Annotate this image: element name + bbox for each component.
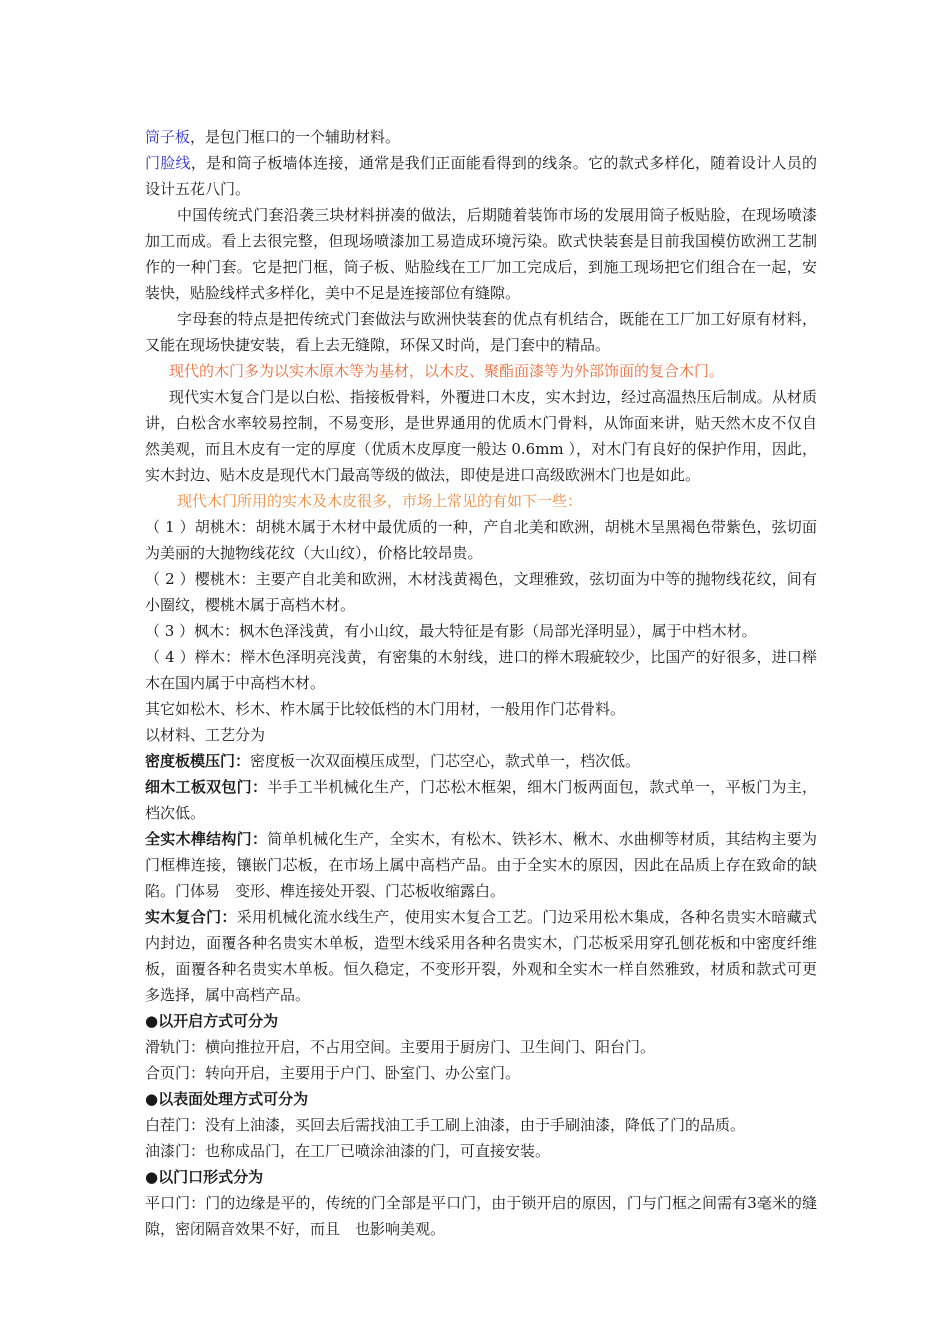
heading-by-door-edge: ●以门口形式分为 <box>145 1168 264 1186</box>
door-type-desc: 简单机械化生产，全实木，有松木、铁衫木、楸木、水曲柳等材质，其结构主要为门框榫连接，镶嵌门芯板，在市场上属中高档产品。由于全实木的原因，因此在品质上存在致命的缺陷。门体易 变形、榫连接处开裂、门芯板收缩露白。 <box>145 830 817 900</box>
paragraph-letter-cover: 字母套的特点是把传统式门套做法与欧洲快装套的优点有机结合，既能在工厂加工好原有材料，又能在现场快捷安装，看上去无缝隙，环保又时尚，是门套中的精品。 <box>145 310 817 354</box>
paragraph-flat-edge-door: 平口门：门的边缘是平的，传统的门全部是平口门，由于锁开启的原因，门与门框之间需有3毫米的缝隙，密闭隔音效果不好，而且 也影响美观。 <box>145 1194 817 1238</box>
door-type-term: 密度板模压门： <box>145 752 251 770</box>
door-type-term: 实木复合门： <box>145 908 237 926</box>
heading-by-surface: ●以表面处理方式可分为 <box>145 1090 309 1108</box>
paragraph-traditional-door-cover: 中国传统式门套沿袭三块材料拼凑的做法，后期随着装饰市场的发展用筒子板贴脸，在现场喷漆加工而成。看上去很完整，但现场喷漆加工易造成环境污染。欧式快装套是目前我国模仿欧洲工艺制作的一种门套。它是把门框，筒子板、贴脸线在工厂加工完成后，到施工现场把它们组合在一起，安装快，贴脸线样式多样化，美中不足是连接部位有缝隙。 <box>145 206 817 302</box>
door-type-solid-tenon <box>145 826 817 904</box>
paragraph-other-woods: 其它如松木、杉木、柞木属于比较低档的木门用材，一般用作门芯骨料。 <box>145 700 626 718</box>
door-type-blockboard <box>145 774 817 826</box>
list-item-walnut: （ 1 ）胡桃木：胡桃木属于木材中最优质的一种，产自北美和欧洲，胡桃木呈黑褐色带紫色，弦切面为美丽的大抛物线花纹（大山纹），价格比较昂贵。 <box>145 518 817 562</box>
paragraph-hinged-door: 合页门：转向开启，主要用于户门、卧室门、办公室门。 <box>145 1064 521 1082</box>
highlight-wood-types-intro: 现代木门所用的实木及木皮很多，市场上常见的有如下一些： <box>177 492 583 510</box>
list-item-maple: （ 3 ）枫木：枫木色泽浅黄，有小山纹，最大特征是有影（局部光泽明显），属于中档木材。 <box>145 622 757 640</box>
door-type-desc: 密度板一次双面模压成型，门芯空心，款式单一，档次低。 <box>250 752 641 770</box>
heading-by-opening: ●以开启方式可分为 <box>145 1012 279 1030</box>
door-type-term: 全实木榫结构门： <box>145 830 268 848</box>
paragraph-solid-wood-composite: 现代实木复合门是以白松、指接板骨料，外覆进口木皮，实木封边，经过高温热压后制成。从材质讲，白松含水率较易控制，不易变形，是世界通用的优质木门骨料，从饰面来讲，贴天然木皮不仅自然美观，而且木皮有一定的厚度（优质木皮厚度一般达 0.6mm ），对木门有良好的保护作用，因此，实木封边、贴木皮是现代木门最高等级的做法，即使是进口高级欧洲木门也是如此。 <box>145 388 817 484</box>
term-tongziban: 筒子板 <box>145 128 191 146</box>
paragraph-painted-door: 油漆门：也称成品门，在工厂已喷涂油漆的门，可直接安装。 <box>145 1142 551 1160</box>
paragraph-sliding-door: 滑轨门：横向推拉开启，不占用空间。主要用于厨房门、卫生间门、阳台门。 <box>145 1038 656 1056</box>
paragraph-text: ，是和筒子板墙体连接，通常是我们正面能看得到的线条。它的款式多样化，随着设计人员的设计五花八门。 <box>145 154 817 198</box>
paragraph-tongziban <box>145 124 817 150</box>
door-type-solid-composite <box>145 904 817 1008</box>
door-type-desc: 半手工半机械化生产，门芯松木框架，细木门板两面包，款式单一，平板门为主，档次低。 <box>145 778 817 822</box>
door-type-term: 细木工板双包门： <box>145 778 268 796</box>
paragraph-menlianxian <box>145 150 817 202</box>
document-body <box>145 124 817 1242</box>
paragraph-text: ，是包门框口的一个辅助材料。 <box>190 128 401 146</box>
paragraph-unpainted-door: 白茬门：没有上油漆，买回去后需找油工手工刷上油漆，由于手刷油漆，降低了门的品质。 <box>145 1116 746 1134</box>
highlight-modern-doors: 现代的木门多为以实木原木等为基材，以木皮、聚酯面漆等为外部饰面的复合木门。 <box>169 362 725 380</box>
door-type-desc: 采用机械化流水线生产，使用实木复合工艺。门边采用松木集成，各种名贵实木暗藏式内封边，面覆各种名贵实木单板，造型木线采用各种名贵实木，门芯板采用穿孔刨花板和中密度纤维板，面覆各种名贵实木单板。恒久稳定，不变形开裂，外观和全实木一样自然雅致，材质和款式可更多选择，属中高档产品。 <box>145 908 817 1004</box>
list-item-beech: （ 4 ）榉木：榉木色泽明亮浅黄，有密集的木射线，进口的榉木瑕疵较少，比国产的好很多，进口榉木在国内属于中高档木材。 <box>145 648 817 692</box>
term-menlianxian: 门脸线 <box>145 154 191 172</box>
paragraph-by-material: 以材料、工艺分为 <box>145 726 266 744</box>
list-item-cherry: （ 2 ）樱桃木：主要产自北美和欧洲，木材浅黄褐色，文理雅致，弦切面为中等的抛物线花纹，间有小圈纹，樱桃木属于高档木材。 <box>145 570 817 614</box>
door-type-mdf <box>145 748 817 774</box>
